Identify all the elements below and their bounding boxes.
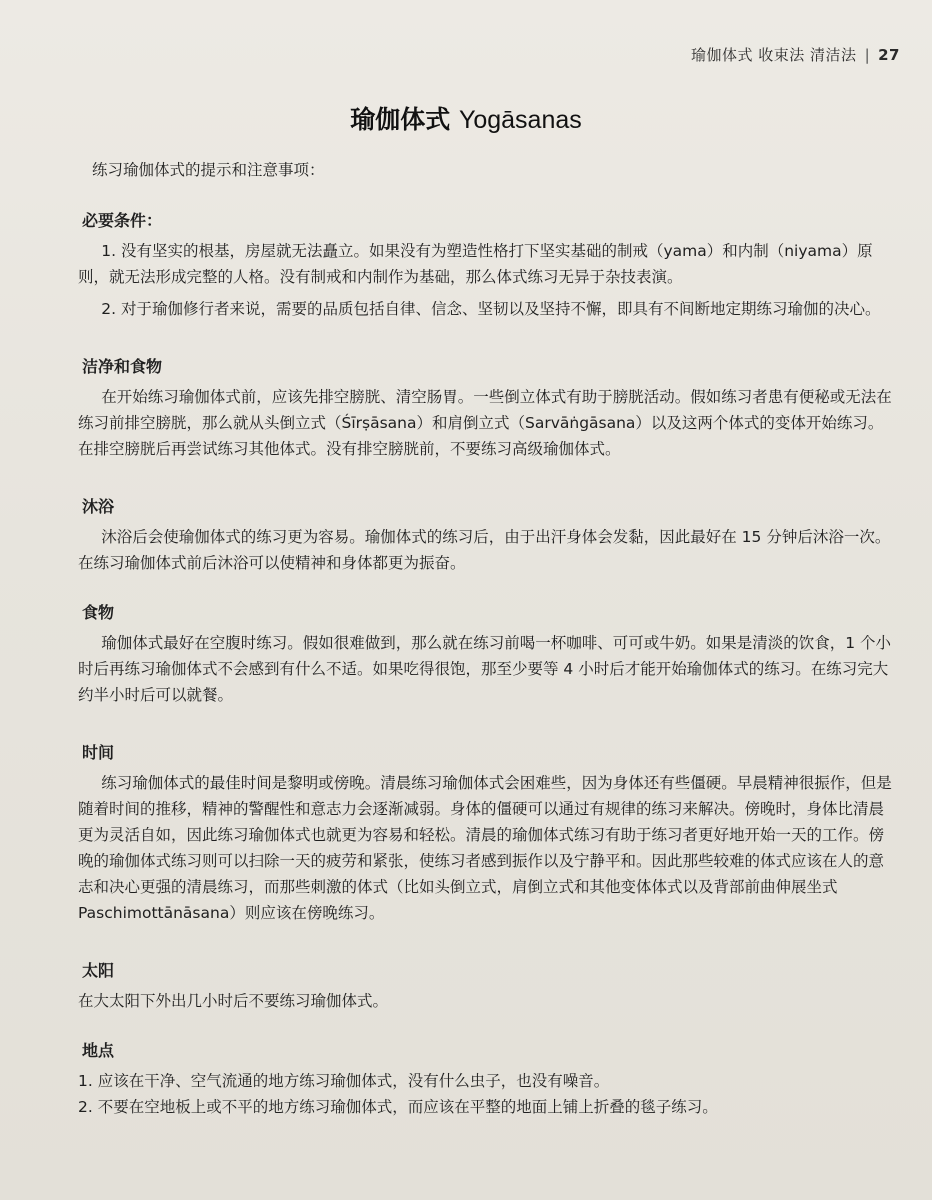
section-bath xyxy=(78,494,894,576)
intro-text: 练习瑜伽体式的提示和注意事项： xyxy=(92,161,325,179)
paragraph: 沐浴后会使瑜伽体式的练习更为容易。瑜伽体式的练习后，由于出汗身体会发黏，因此最好在 15 分钟后沐浴一次。在练习瑜伽体式前后沐浴可以使精神和身体都更为振奋。 xyxy=(78,528,891,572)
running-title: 瑜伽体式 收束法 清洁法 xyxy=(691,46,857,64)
section-title: 洁净和食物 xyxy=(82,357,163,376)
list-item: 2. 不要在空地板上或不平的地方练习瑜伽体式，而应该在平整的地面上铺上折叠的毯子练习。 xyxy=(78,1098,718,1116)
section-title: 食物 xyxy=(82,603,115,622)
paragraph: 在开始练习瑜伽体式前，应该先排空膀胱、清空肠胃。一些倒立体式有助于膀胱活动。假如练习者患有便秘或无法在练习前排空膀胱，那么就从头倒立式（Śīrṣāsana）和肩倒立式（Sarvāṅgāsana）以及这两个体式的变体开始练习。在排空膀胱后再尝试练习其他体式。没有排空膀胱前，不要练习高级瑜伽体式。 xyxy=(78,388,892,458)
section-place xyxy=(78,1038,894,1120)
paragraph: 练习瑜伽体式的最佳时间是黎明或傍晚。清晨练习瑜伽体式会困难些，因为身体还有些僵硬。早晨精神很振作，但是随着时间的推移，精神的警醒性和意志力会逐渐减弱。身体的僵硬可以通过有规律的练习来解决。傍晚时，身体比清晨更为灵活自如，因此练习瑜伽体式也就更为容易和轻松。清晨的瑜伽体式练习有助于练习者更好地开始一天的工作。傍晚的瑜伽体式练习则可以扫除一天的疲劳和紧张，使练习者感到振作以及宁静平和。因此那些较难的体式应该在人的意志和决心更强的清晨练习，而那些刺激的体式（比如头倒立式，肩倒立式和其他变体体式以及背部前曲伸展坐式 Paschimottānāsana）则应该在傍晚练习。 xyxy=(78,774,892,922)
page-content xyxy=(78,208,894,1120)
running-header xyxy=(691,44,900,65)
header-separator: | xyxy=(864,46,871,64)
section-cleanliness xyxy=(78,354,894,462)
page-number: 27 xyxy=(878,46,900,64)
section-title: 必要条件： xyxy=(82,211,163,230)
paragraph: 1. 没有坚实的根基，房屋就无法矗立。如果没有为塑造性格打下坚实基础的制戒（yama）和内制（niyama）原则，就无法形成完整的人格。没有制戒和内制作为基础，那么体式练习无异于杂技表演。 xyxy=(78,242,873,286)
title-en: Yogāsanas xyxy=(458,106,582,134)
section-food xyxy=(78,600,894,708)
paragraph: 在大太阳下外出几小时后不要练习瑜伽体式。 xyxy=(78,992,389,1010)
section-time xyxy=(78,740,894,926)
section-title: 太阳 xyxy=(82,961,115,980)
paragraph: 瑜伽体式最好在空腹时练习。假如很难做到，那么就在练习前喝一杯咖啡、可可或牛奶。如果是清淡的饮食，1 个小时后再练习瑜伽体式不会感到有什么不适。如果吃得很饱，那至少要等 4 小时后才能开始瑜伽体式的练习。在练习完大约半小时后可以就餐。 xyxy=(78,634,892,704)
section-prerequisites xyxy=(78,208,894,322)
title-zh: 瑜伽体式 xyxy=(350,105,451,134)
list-item: 1. 应该在干净、空气流通的地方练习瑜伽体式，没有什么虫子，也没有噪音。 xyxy=(78,1072,610,1090)
page-title xyxy=(0,100,932,136)
paragraph: 2. 对于瑜伽修行者来说，需要的品质包括自律、信念、坚韧以及坚持不懈，即具有不间断地定期练习瑜伽的决心。 xyxy=(101,300,881,318)
section-sun xyxy=(78,958,894,1014)
section-title: 时间 xyxy=(82,743,115,762)
section-title: 沐浴 xyxy=(82,497,115,516)
section-title: 地点 xyxy=(82,1041,115,1060)
